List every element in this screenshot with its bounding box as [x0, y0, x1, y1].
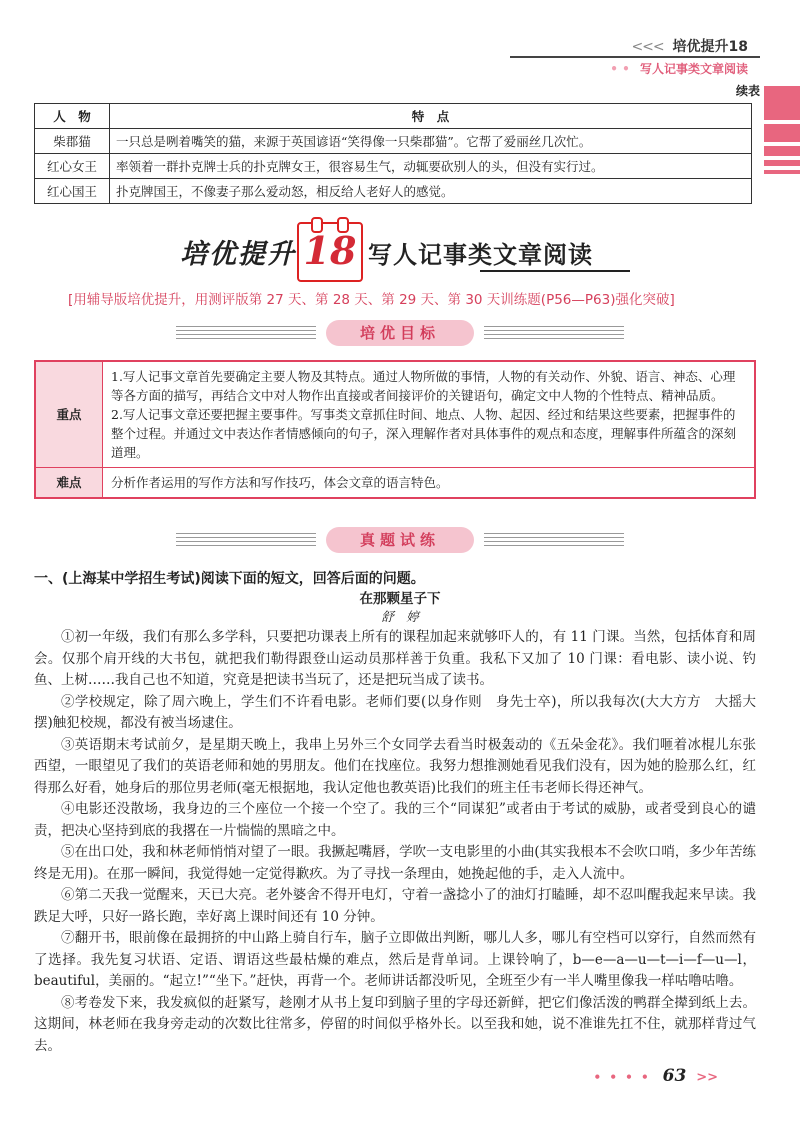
- col-header-trait: 特 点: [110, 104, 752, 129]
- character-name: 柴郡猫: [35, 129, 110, 154]
- footer-dots-icon: • • • •: [593, 1070, 651, 1084]
- character-trait: 率领着一群扑克牌士兵的扑克牌女王，很容易生气，动辄要砍别人的头，但没有实行过。: [110, 154, 752, 179]
- character-name: 红心国王: [35, 179, 110, 204]
- page-number-value: 63: [662, 1066, 687, 1086]
- goal-label: 重点: [35, 361, 103, 468]
- character-trait: 扑克牌国王，不像妻子那么爱动怒，相反给人老好人的感觉。: [110, 179, 752, 204]
- title-part2: 写人记事类文章阅读: [368, 241, 593, 269]
- table-row: [35, 129, 752, 154]
- goal-label: 难点: [35, 468, 103, 499]
- goal-content: [103, 361, 756, 468]
- paragraph: ⑦翻开书，眼前像在最拥挤的中山路上骑自行车，脑子立即做出判断，哪儿人多，哪儿有空档可以穿行，自然而然有了选择。我先复习状语、定语、谓语这些最枯燥的难点，然后是背单词。上课铃响了，b—e—a—u—t—i—f—u—l，beautiful，美丽的。“起立!”“坐下。”赶快，再背一个。老师讲话都没听见，全班至少有一半人嘴里像我一样咕噜咕噜。: [34, 930, 756, 989]
- header-subtitle-wrap: [610, 60, 748, 77]
- col-header-name: 人 物: [35, 104, 110, 129]
- section-header: [631, 36, 748, 56]
- character-table: [34, 103, 752, 204]
- article-body: [34, 627, 756, 1057]
- paragraph: ⑥第二天我一觉醒来，天已大亮。老外婆舍不得开电灯，守着一盏捻小了的油灯打瞌睡，却不忍叫醒我起来早读。我跌足大呼，只好一路长跑，幸好离上课时间还有 10 分钟。: [34, 887, 756, 925]
- page-number: [593, 1066, 718, 1086]
- banner-lines-right: [484, 533, 624, 547]
- banner-lines-left: [176, 326, 316, 340]
- goal-item: 1.写人记事文章首先要确定主要人物及其特点。通过人物所做的事情，人物的有关动作、外貌、语言、神态、心理等各方面的描写，再结合文中对人物作出直接或者间接评价的关键语句，确定文中人物的个性特点、精神品质。: [111, 369, 736, 403]
- header-subtitle: 写人记事类文章阅读: [639, 62, 748, 76]
- article-author: 舒 婷: [381, 609, 419, 624]
- goal-row-difficult: [35, 468, 755, 499]
- header-rule: [510, 56, 760, 58]
- bracket-note: [用辅导版培优提升，用测评版第 27 天、第 28 天、第 29 天、第 30 天训练题(P56—P63)强化突破]: [68, 292, 675, 308]
- continued-label: 续表: [735, 84, 760, 98]
- side-tab-decoration: [764, 86, 800, 178]
- article-title: 在那颗星子下: [359, 591, 441, 607]
- table-row: [35, 154, 752, 179]
- title-underline: [480, 270, 630, 272]
- goal-item: 分析作者运用的写作方法和写作技巧，体会文章的语言特色。: [111, 475, 449, 490]
- paragraph: ①初一年级，我们有那么多学科，只要把功课表上所有的课程加起来就够吓人的，有 11 门课。当然，包括体育和周会。仅那个肩开线的大书包，就把我们勒得跟登山运动员那样善于负重。我私下又加了 10 门课：看电影、读小说、钓鱼、上树……我自己也不知道，究竟是把读书当玩了，还是把玩当成了读书。: [34, 629, 756, 688]
- banner-lines-left: [176, 533, 316, 547]
- goals-table: [34, 360, 756, 499]
- goal-content: [103, 468, 756, 499]
- goals-banner: [0, 320, 800, 346]
- paragraph: ②学校规定，除了周六晚上，学生们不许看电影。老师们要(以身作则 身先士卒)，所以我每次(大大方方 大摇大摆)触犯校规，都没有被当场逮住。: [34, 693, 756, 731]
- title-number: 18: [303, 228, 357, 273]
- paragraph: ⑤在出口处，我和林老师悄悄对望了一眼。我撅起嘴唇，学吹一支电影里的小曲(其实我根本不会吹口哨，多少年苦练终是无用)。在那一瞬间，我觉得她一定觉得歉疚。为了寻找一条理由，她挽起他的手，走入人流中。: [34, 844, 756, 882]
- title-part1: 培优提升: [180, 239, 296, 270]
- goal-row-key: [35, 361, 755, 468]
- paragraph: ④电影还没散场，我身边的三个座位一个接一个空了。我的三个“同谋犯”或者由于考试的威胁，或者受到良心的谴责，把决心坚持到底的我撂在一片惴惴的黑暗之中。: [34, 801, 756, 839]
- question-heading: 一、(上海某中学招生考试)阅读下面的短文，回答后面的问题。: [34, 571, 425, 587]
- character-table-header: [35, 104, 752, 129]
- paragraph: ⑧考卷发下来，我发疯似的赶紧写，趁刚才从书上复印到脑子里的字母还新鲜，把它们像活泼的鸭群全撵到纸上去。这期间，林老师在我身旁走动的次数比往常多，停留的时间似乎格外长。以至我和她，说不准谁先扛不住，就那样背过气去。: [34, 994, 756, 1054]
- paragraph: ③英语期末考试前夕，是星期天晚上，我串上另外三个女同学去看当时极轰动的《五朵金花》。我们咂着冰棍儿东张西望，一眼望见了我们的英语老师和她的男朋友。他们在找座位。我努力想推测她看见我们没有，因为她的脸那么红，红得那么好看，她身后的那位男老师(毫无根据地，我认定他也教英语)比我们的班主任韦老师长得还神气。: [34, 736, 756, 796]
- footer-arrows-icon: >>: [696, 1070, 718, 1085]
- calendar-icon: [297, 222, 363, 282]
- goals-banner-label: 培优目标: [326, 320, 474, 346]
- practice-banner: [0, 527, 800, 553]
- header-arrows-icon: <<<: [631, 39, 664, 55]
- table-row: [35, 179, 752, 204]
- banner-lines-right: [484, 326, 624, 340]
- goal-item: 2.写人记事文章还要把握主要事件。写事类文章抓住时间、地点、人物、起因、经过和结果这些要素，把握事件的整个过程。并通过文中表达作者情感倾向的句子，深入理解作者对具体事件的观点和态度，理解事件所蕴含的深刻道理。: [111, 407, 737, 460]
- page-title: [180, 222, 620, 278]
- practice-banner-label: 真题试练: [326, 527, 474, 553]
- character-trait: 一只总是咧着嘴笑的猫，来源于英国谚语“笑得像一只柴郡猫”。它帮了爱丽丝几次忙。: [110, 129, 752, 154]
- character-name: 红心女王: [35, 154, 110, 179]
- header-section-label: 培优提升18: [672, 39, 748, 55]
- header-dots-icon: • •: [610, 62, 630, 76]
